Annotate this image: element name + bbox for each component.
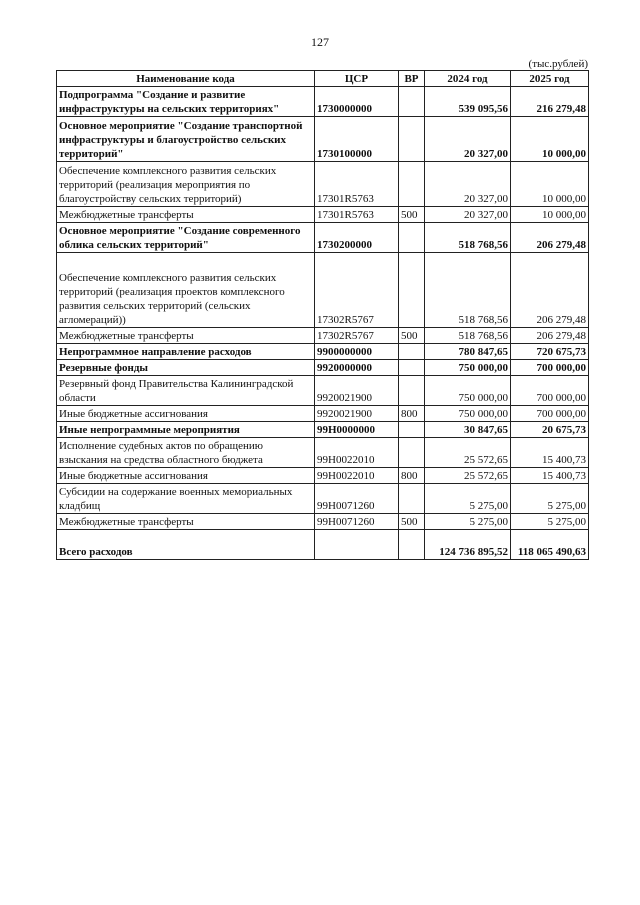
row-vr bbox=[399, 223, 425, 253]
row-2025: 118 065 490,63 bbox=[511, 530, 589, 560]
row-name: Межбюджетные трансферты bbox=[57, 514, 315, 530]
row-vr bbox=[399, 344, 425, 360]
header-name: Наименование кода bbox=[57, 71, 315, 87]
row-csr: 1730100000 bbox=[315, 117, 399, 162]
row-2024: 25 572,65 bbox=[425, 438, 511, 468]
row-2025: 206 279,48 bbox=[511, 223, 589, 253]
row-2024: 30 847,65 bbox=[425, 422, 511, 438]
units-label: (тыс.рублей) bbox=[528, 58, 588, 70]
row-name: Исполнение судебных актов по обращению взыскания на средства областного бюджета bbox=[57, 438, 315, 468]
row-2025: 216 279,48 bbox=[511, 87, 589, 117]
table-row bbox=[57, 422, 589, 438]
table-row bbox=[57, 468, 589, 484]
row-vr: 800 bbox=[399, 406, 425, 422]
row-2025: 10 000,00 bbox=[511, 117, 589, 162]
row-csr: 1730000000 bbox=[315, 87, 399, 117]
row-vr: 500 bbox=[399, 328, 425, 344]
table-row bbox=[57, 406, 589, 422]
row-2025: 720 675,73 bbox=[511, 344, 589, 360]
table-row bbox=[57, 328, 589, 344]
header-2024: 2024 год bbox=[425, 71, 511, 87]
table-row bbox=[57, 360, 589, 376]
row-2025: 15 400,73 bbox=[511, 438, 589, 468]
row-2024: 750 000,00 bbox=[425, 360, 511, 376]
row-csr: 1730200000 bbox=[315, 223, 399, 253]
row-vr bbox=[399, 438, 425, 468]
row-csr bbox=[315, 530, 399, 560]
header-vr: ВР bbox=[399, 71, 425, 87]
row-vr: 500 bbox=[399, 207, 425, 223]
table-row bbox=[57, 223, 589, 253]
row-2024: 20 327,00 bbox=[425, 162, 511, 207]
row-csr: 99Н0022010 bbox=[315, 438, 399, 468]
header-2025: 2025 год bbox=[511, 71, 589, 87]
row-csr: 9920000000 bbox=[315, 360, 399, 376]
row-2024: 25 572,65 bbox=[425, 468, 511, 484]
row-2025: 5 275,00 bbox=[511, 514, 589, 530]
row-vr: 800 bbox=[399, 468, 425, 484]
row-2024: 750 000,00 bbox=[425, 376, 511, 406]
table-row bbox=[57, 344, 589, 360]
row-name: Резервный фонд Правительства Калининградской области bbox=[57, 376, 315, 406]
row-2024: 124 736 895,52 bbox=[425, 530, 511, 560]
row-csr: 17301R5763 bbox=[315, 162, 399, 207]
table-row bbox=[57, 376, 589, 406]
row-name: Межбюджетные трансферты bbox=[57, 207, 315, 223]
table-row bbox=[57, 253, 589, 328]
row-vr: 500 bbox=[399, 514, 425, 530]
row-csr: 9900000000 bbox=[315, 344, 399, 360]
row-2024: 20 327,00 bbox=[425, 117, 511, 162]
row-2025: 206 279,48 bbox=[511, 328, 589, 344]
table-body bbox=[57, 87, 589, 560]
table-row bbox=[57, 162, 589, 207]
row-vr bbox=[399, 117, 425, 162]
row-csr: 9920021900 bbox=[315, 406, 399, 422]
table-row bbox=[57, 207, 589, 223]
table-row bbox=[57, 514, 589, 530]
row-2024: 780 847,65 bbox=[425, 344, 511, 360]
row-vr bbox=[399, 162, 425, 207]
row-2025: 15 400,73 bbox=[511, 468, 589, 484]
budget-table bbox=[56, 70, 589, 560]
row-2025: 10 000,00 bbox=[511, 162, 589, 207]
row-2025: 10 000,00 bbox=[511, 207, 589, 223]
row-2024: 5 275,00 bbox=[425, 484, 511, 514]
row-vr bbox=[399, 376, 425, 406]
row-2025: 700 000,00 bbox=[511, 376, 589, 406]
row-2025: 206 279,48 bbox=[511, 253, 589, 328]
row-csr: 17302R5767 bbox=[315, 328, 399, 344]
table-row bbox=[57, 117, 589, 162]
row-vr bbox=[399, 530, 425, 560]
row-name: Всего расходов bbox=[57, 530, 315, 560]
row-vr bbox=[399, 422, 425, 438]
row-name: Подпрограмма "Создание и развитие инфраструктуры на сельских территориях" bbox=[57, 87, 315, 117]
row-vr bbox=[399, 87, 425, 117]
row-2025: 5 275,00 bbox=[511, 484, 589, 514]
table-row bbox=[57, 87, 589, 117]
row-2024: 539 095,56 bbox=[425, 87, 511, 117]
row-2025: 700 000,00 bbox=[511, 360, 589, 376]
row-vr bbox=[399, 253, 425, 328]
row-name: Обеспечение комплексного развития сельских территорий (реализация мероприятия по благоустройству сельских территорий) bbox=[57, 162, 315, 207]
row-2024: 750 000,00 bbox=[425, 406, 511, 422]
row-vr bbox=[399, 360, 425, 376]
table-row bbox=[57, 484, 589, 514]
row-2024: 20 327,00 bbox=[425, 207, 511, 223]
row-name: Субсидии на содержание военных мемориальных кладбищ bbox=[57, 484, 315, 514]
row-name: Основное мероприятие "Создание транспортной инфраструктуры и благоустройство сельских территорий" bbox=[57, 117, 315, 162]
row-2024: 518 768,56 bbox=[425, 328, 511, 344]
row-name: Резервные фонды bbox=[57, 360, 315, 376]
table-row bbox=[57, 530, 589, 560]
row-vr bbox=[399, 484, 425, 514]
row-name: Обеспечение комплексного развития сельских территорий (реализация проектов комплексного развития сельских территорий (сельских агломераций)) bbox=[57, 253, 315, 328]
row-csr: 9920021900 bbox=[315, 376, 399, 406]
row-name: Иные бюджетные ассигнования bbox=[57, 406, 315, 422]
row-name: Межбюджетные трансферты bbox=[57, 328, 315, 344]
page-number: 127 bbox=[311, 35, 329, 49]
row-csr: 99Н0000000 bbox=[315, 422, 399, 438]
row-csr: 99Н0071260 bbox=[315, 484, 399, 514]
row-name: Иные бюджетные ассигнования bbox=[57, 468, 315, 484]
row-csr: 17302R5767 bbox=[315, 253, 399, 328]
row-2024: 518 768,56 bbox=[425, 223, 511, 253]
row-csr: 99Н0022010 bbox=[315, 468, 399, 484]
row-name: Непрограммное направление расходов bbox=[57, 344, 315, 360]
row-csr: 99Н0071260 bbox=[315, 514, 399, 530]
row-name: Основное мероприятие "Создание современного облика сельских территорий" bbox=[57, 223, 315, 253]
header-csr: ЦСР bbox=[315, 71, 399, 87]
row-csr: 17301R5763 bbox=[315, 207, 399, 223]
row-2024: 518 768,56 bbox=[425, 253, 511, 328]
row-2025: 700 000,00 bbox=[511, 406, 589, 422]
table-header-row bbox=[57, 71, 589, 87]
row-2025: 20 675,73 bbox=[511, 422, 589, 438]
table-row bbox=[57, 438, 589, 468]
row-name: Иные непрограммные мероприятия bbox=[57, 422, 315, 438]
row-2024: 5 275,00 bbox=[425, 514, 511, 530]
